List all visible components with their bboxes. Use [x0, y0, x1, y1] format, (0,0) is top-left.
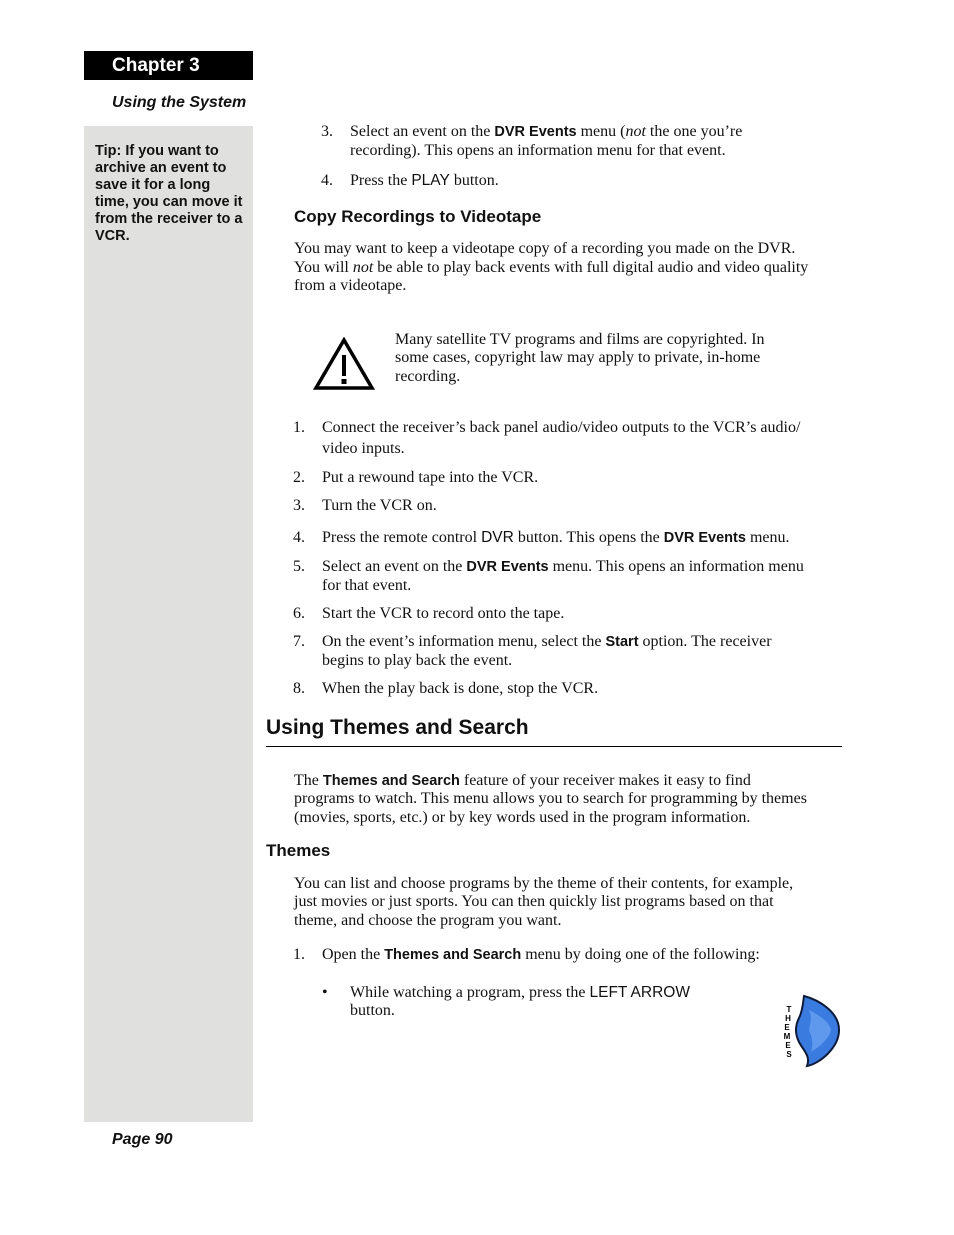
paragraph-line: You may want to keep a videotape copy of a recording you made on the DVR. [294, 240, 796, 257]
button-letter: T [786, 1005, 792, 1014]
warning-line: recording. [395, 368, 461, 385]
step-text: Press the PLAY button. [350, 172, 499, 189]
step-text: recording). This opens an information menu for that event. [350, 142, 726, 159]
step-text: for that event. [322, 577, 412, 594]
bullet: • [322, 984, 328, 1001]
step-number: 5. [293, 558, 305, 575]
step-text: Connect the receiver’s back panel audio/video outputs to the VCR’s audio/ [322, 419, 801, 436]
bullet-text: While watching a program, press the LEFT ARROW [350, 984, 690, 1001]
step-text: Turn the VCR on. [322, 497, 437, 514]
warning-icon [313, 337, 375, 391]
step-text: begins to play back the event. [322, 652, 513, 669]
step-text: Open the Themes and Search menu by doing one of the following: [322, 946, 760, 963]
step-text: On the event’s information menu, select the Start option. The receiver [322, 633, 772, 650]
step-number: 7. [293, 633, 305, 650]
button-letter: M [783, 1032, 791, 1041]
step-number: 3. [293, 497, 305, 514]
step-number: 1. [293, 419, 305, 436]
sidebar [84, 126, 253, 1122]
paragraph-line: (movies, sports, etc.) or by key words used in the program information. [294, 809, 751, 826]
step-text: When the play back is done, stop the VCR. [322, 680, 599, 697]
step-number: 4. [293, 529, 305, 546]
bullet-text: button. [350, 1002, 395, 1019]
chapter-tab: Chapter 3 [84, 51, 253, 80]
button-letter: S [786, 1050, 792, 1059]
step-text: Select an event on the DVR Events menu (not the one you’re [350, 123, 743, 140]
step-text: Press the remote control DVR button. This opens the DVR Events menu. [322, 529, 790, 546]
button-letter: H [785, 1014, 791, 1023]
step-number: 3. [321, 123, 333, 140]
step-number: 4. [321, 172, 333, 189]
warning-line: some cases, copyright law may apply to private, in-home [395, 349, 761, 366]
step-number: 2. [293, 469, 305, 486]
copy-heading: Copy Recordings to Videotape [294, 207, 542, 226]
sidebar-tip: Tip: If you want to archive an event to save it for a long time, you can move it from the receiver to a VCR. [95, 143, 243, 244]
paragraph-line: programs to watch. This menu allows you to search for programming by themes [294, 790, 807, 807]
themes-heading: Themes [266, 841, 331, 860]
step-number: 1. [293, 946, 305, 963]
step-text: Start the VCR to record onto the tape. [322, 605, 565, 622]
themes-left-arrow-button-icon [779, 992, 841, 1068]
step-text: Select an event on the DVR Events menu. This opens an information menu [322, 558, 804, 575]
step-number: 8. [293, 680, 305, 697]
paragraph-line: just movies or just sports. You can then quickly list programs based on that [294, 893, 774, 910]
paragraph-line: theme, and choose the program you want. [294, 912, 562, 929]
themes-search-heading: Using Themes and Search [266, 716, 842, 747]
paragraph-line: The Themes and Search feature of your receiver makes it easy to find [294, 772, 751, 789]
step-number: 6. [293, 605, 305, 622]
paragraph-line: from a videotape. [294, 277, 407, 294]
warning-line: Many satellite TV programs and films are copyrighted. In [395, 331, 765, 348]
button-letter: E [784, 1023, 790, 1032]
paragraph-line: You will not be able to play back events with full digital audio and video quality [294, 259, 809, 276]
page-number: Page 90 [112, 1131, 173, 1148]
paragraph-line: You can list and choose programs by the theme of their contents, for example, [294, 875, 794, 892]
step-text: Put a rewound tape into the VCR. [322, 469, 539, 486]
section-title: Using the System [112, 94, 247, 111]
step-text: video inputs. [322, 440, 405, 457]
button-letter: E [785, 1041, 791, 1050]
